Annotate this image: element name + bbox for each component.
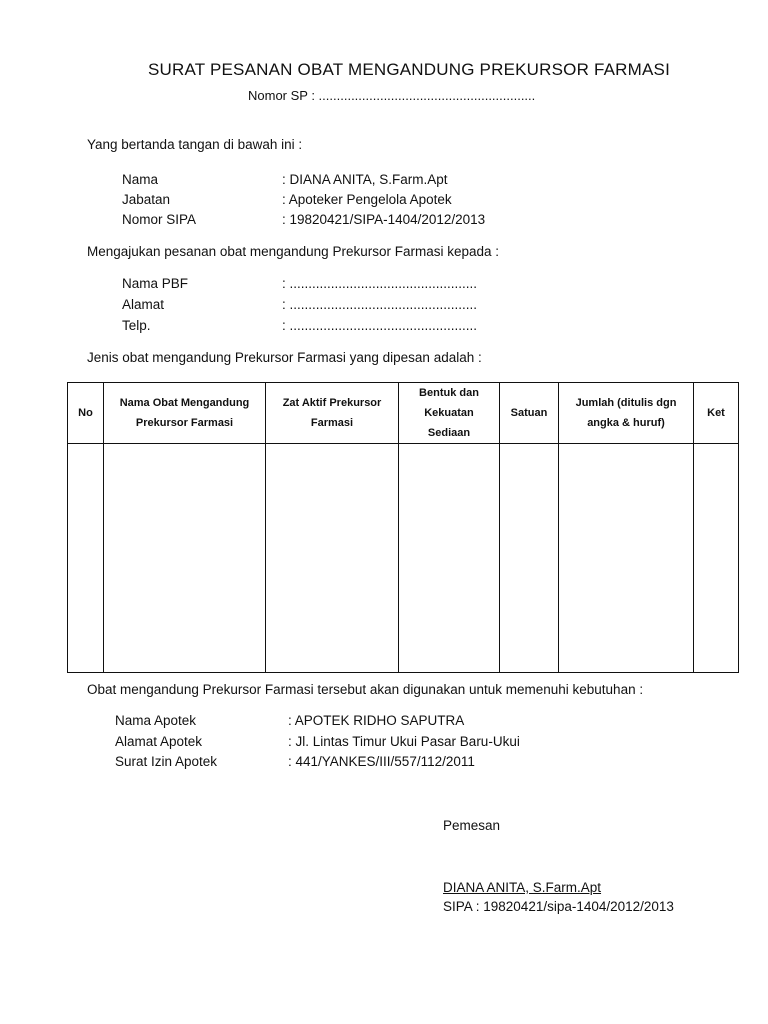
pharmacy-izin-label: Surat Izin Apotek — [115, 754, 218, 769]
supplier-pbf-label: Nama PBF — [122, 276, 189, 291]
signer-jabatan-value: : Apoteker Pengelola Apotek — [282, 192, 452, 207]
column-header-nama-obat — [104, 383, 266, 444]
header-line: Bentuk dan — [419, 387, 479, 399]
signature-pemesan: Pemesan — [443, 818, 501, 833]
document-title: SURAT PESANAN OBAT MENGANDUNG PREKURSOR FARMASI — [147, 60, 670, 79]
header-line: Jumlah (ditulis dgn — [575, 397, 677, 409]
table-cell-bentuk — [399, 444, 500, 673]
column-header-zat-aktif — [266, 383, 399, 444]
header-line: No — [78, 407, 93, 419]
header-line: Farmasi — [310, 417, 354, 429]
header-line: Satuan — [510, 407, 548, 419]
column-header-no — [68, 383, 104, 444]
signer-nama-label: Nama — [122, 172, 159, 187]
intro-text: Yang bertanda tangan di bawah ini : — [87, 137, 303, 152]
signer-sipa-label: Nomor SIPA — [122, 212, 197, 227]
table-cell-jumlah — [559, 444, 694, 673]
supplier-pbf-value: : .................................................. — [282, 276, 478, 291]
supplier-telp-label: Telp. — [122, 318, 151, 333]
table-row — [68, 444, 739, 673]
usage-intro-text: Obat mengandung Prekursor Farmasi tersebut akan digunakan untuk memenuhi kebutuhan : — [87, 682, 644, 697]
supplier-alamat-value: : .................................................. — [282, 297, 478, 312]
supplier-telp-value: : .................................................. — [282, 318, 478, 333]
request-intro-text: Mengajukan pesanan obat mengandung Prekursor Farmasi kepada : — [87, 244, 500, 259]
column-header-bentuk — [399, 383, 500, 444]
table-cell-zat-aktif — [266, 444, 399, 673]
header-line: Prekursor Farmasi — [135, 417, 234, 429]
signer-nama-value: : DIANA ANITA, S.Farm.Apt — [282, 172, 448, 187]
column-header-ket — [694, 383, 739, 444]
column-header-satuan — [500, 383, 559, 444]
header-line: Kekuatan — [424, 407, 474, 419]
signer-sipa-value: : 19820421/SIPA-1404/2012/2013 — [282, 212, 486, 227]
table-cell-satuan — [500, 444, 559, 673]
header-line: angka & huruf) — [587, 417, 665, 429]
table-header-row — [68, 383, 739, 444]
header-line: Sediaan — [427, 427, 471, 439]
table-cell-no — [68, 444, 104, 673]
signer-jabatan-label: Jabatan — [122, 192, 171, 207]
pharmacy-alamat-label: Alamat Apotek — [115, 734, 203, 749]
column-header-jumlah — [559, 383, 694, 444]
pharmacy-nama-label: Nama Apotek — [115, 713, 197, 728]
pharmacy-nama-value: : APOTEK RIDHO SAPUTRA — [288, 713, 465, 728]
table-cell-nama-obat — [104, 444, 266, 673]
supplier-alamat-label: Alamat — [122, 297, 165, 312]
header-line: Ket — [707, 407, 725, 419]
signature-name: DIANA ANITA, S.Farm.Apt — [443, 880, 602, 895]
order-table — [67, 382, 739, 673]
pharmacy-alamat-value: : Jl. Lintas Timur Ukui Pasar Baru-Ukui — [288, 734, 520, 749]
signature-sipa: SIPA : 19820421/sipa-1404/2012/2013 — [443, 899, 674, 914]
nomor-sp: Nomor SP : ............................................................ — [248, 88, 536, 103]
header-line: Zat Aktif Prekursor — [282, 397, 382, 409]
header-line: Nama Obat Mengandung — [119, 397, 250, 409]
order-intro-text: Jenis obat mengandung Prekursor Farmasi yang dipesan adalah : — [87, 350, 482, 365]
table-cell-ket — [694, 444, 739, 673]
pharmacy-izin-value: : 441/YANKES/III/557/112/2011 — [288, 754, 475, 769]
